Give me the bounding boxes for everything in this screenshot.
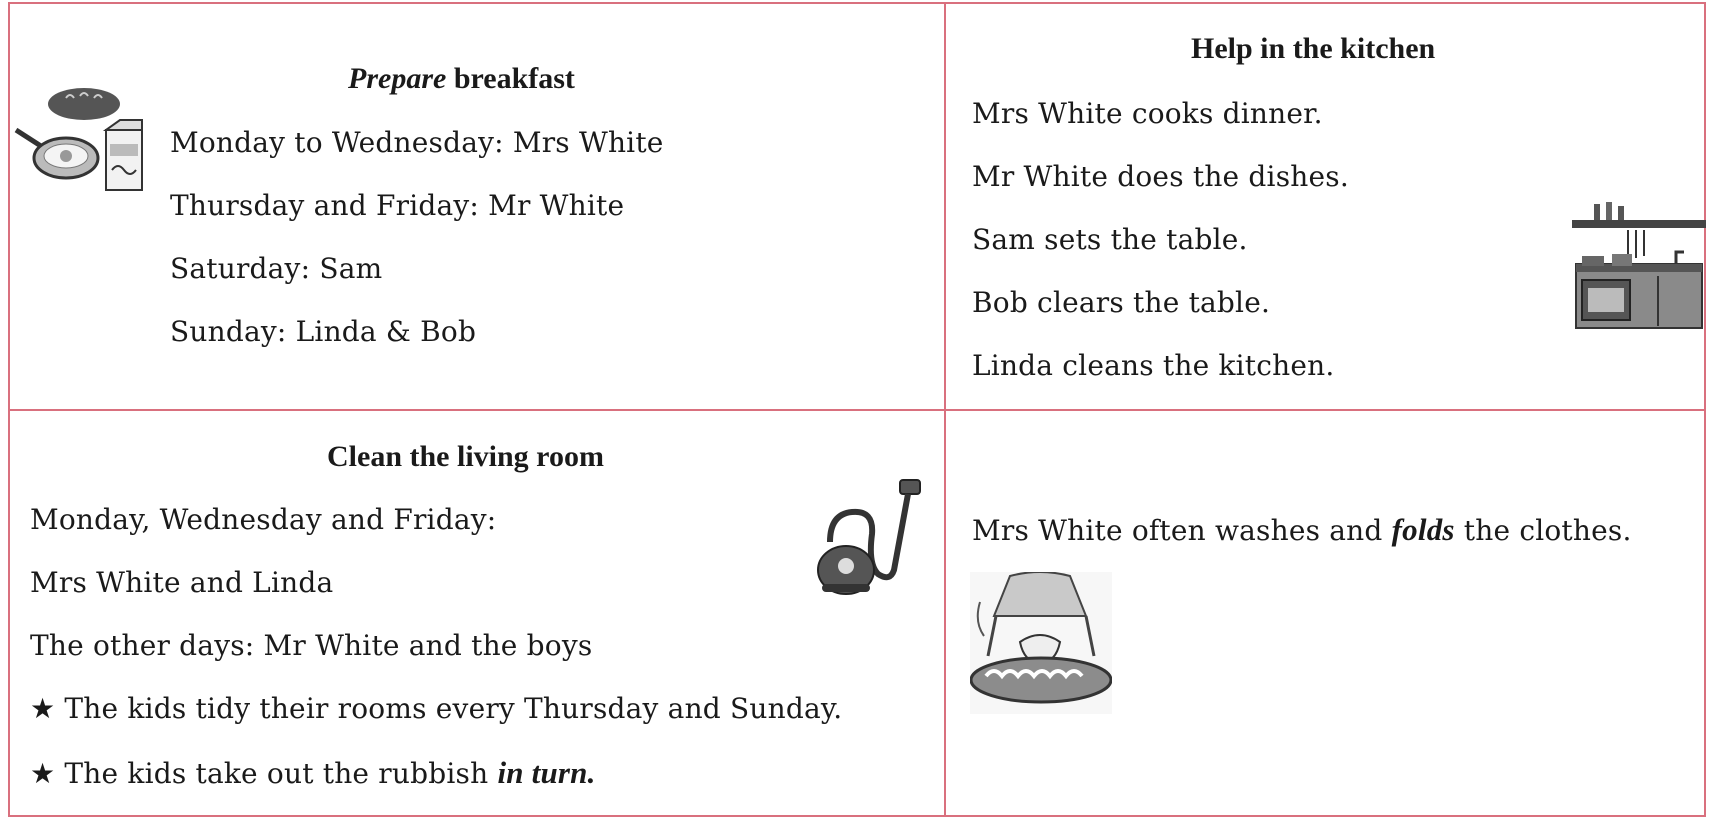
kitchen-title: Help in the kitchen — [1191, 32, 1436, 65]
living-room-note-1 — [30, 692, 842, 725]
living-room-note-2-text: The kids take out the rubbish — [64, 757, 489, 790]
milk-carton-icon — [106, 120, 142, 190]
vacuum-cleaner-icon — [816, 478, 922, 598]
frying-pan-icon — [16, 130, 98, 178]
kitchen-line-5: Linda cleans the kitchen. — [972, 349, 1335, 382]
in-turn-period: . — [587, 755, 596, 790]
laundry-line — [972, 512, 1632, 548]
breakfast-title-rest: breakfast — [453, 62, 575, 95]
row-divider — [8, 409, 1706, 411]
breakfast-line-1: Monday to Wednesday: Mrs White — [170, 126, 664, 159]
living-room-title: Clean the living room — [327, 440, 604, 473]
living-room-line-2: Mrs White and Linda — [30, 566, 334, 599]
in-turn-emphasis: in turn — [497, 755, 588, 790]
living-room-note-2 — [30, 755, 596, 791]
star-icon: ★ — [30, 757, 56, 790]
breakfast-line-4: Sunday: Linda & Bob — [170, 315, 477, 348]
kitchen-line-1: Mrs White cooks dinner. — [972, 97, 1323, 130]
breakfast-line-3: Saturday: Sam — [170, 252, 383, 285]
breakfast-line-2: Thursday and Friday: Mr White — [170, 189, 625, 222]
folds-emphasis: folds — [1391, 512, 1455, 547]
kitchen-line-2: Mr White does the dishes. — [972, 160, 1349, 193]
living-room-note-1-text: The kids tidy their rooms every Thursday and Sunday. — [64, 692, 843, 725]
kitchen-line-4: Bob clears the table. — [972, 286, 1271, 319]
breakfast-title — [348, 62, 575, 96]
living-room-line-3: The other days: Mr White and the boys — [30, 629, 593, 662]
washing-clothes-icon — [970, 572, 1112, 714]
kitchen-stove-icon — [1572, 200, 1706, 330]
living-room-line-1: Monday, Wednesday and Friday: — [30, 503, 497, 536]
breakfast-title-em: Prepare — [348, 62, 447, 95]
kitchen-line-3: Sam sets the table. — [972, 223, 1248, 256]
star-icon: ★ — [30, 692, 56, 725]
breakfast-illustration — [14, 86, 154, 194]
bread-icon — [48, 88, 120, 120]
laundry-text-pre: Mrs White often washes and — [972, 514, 1383, 547]
laundry-text-post: the clothes. — [1463, 514, 1632, 547]
